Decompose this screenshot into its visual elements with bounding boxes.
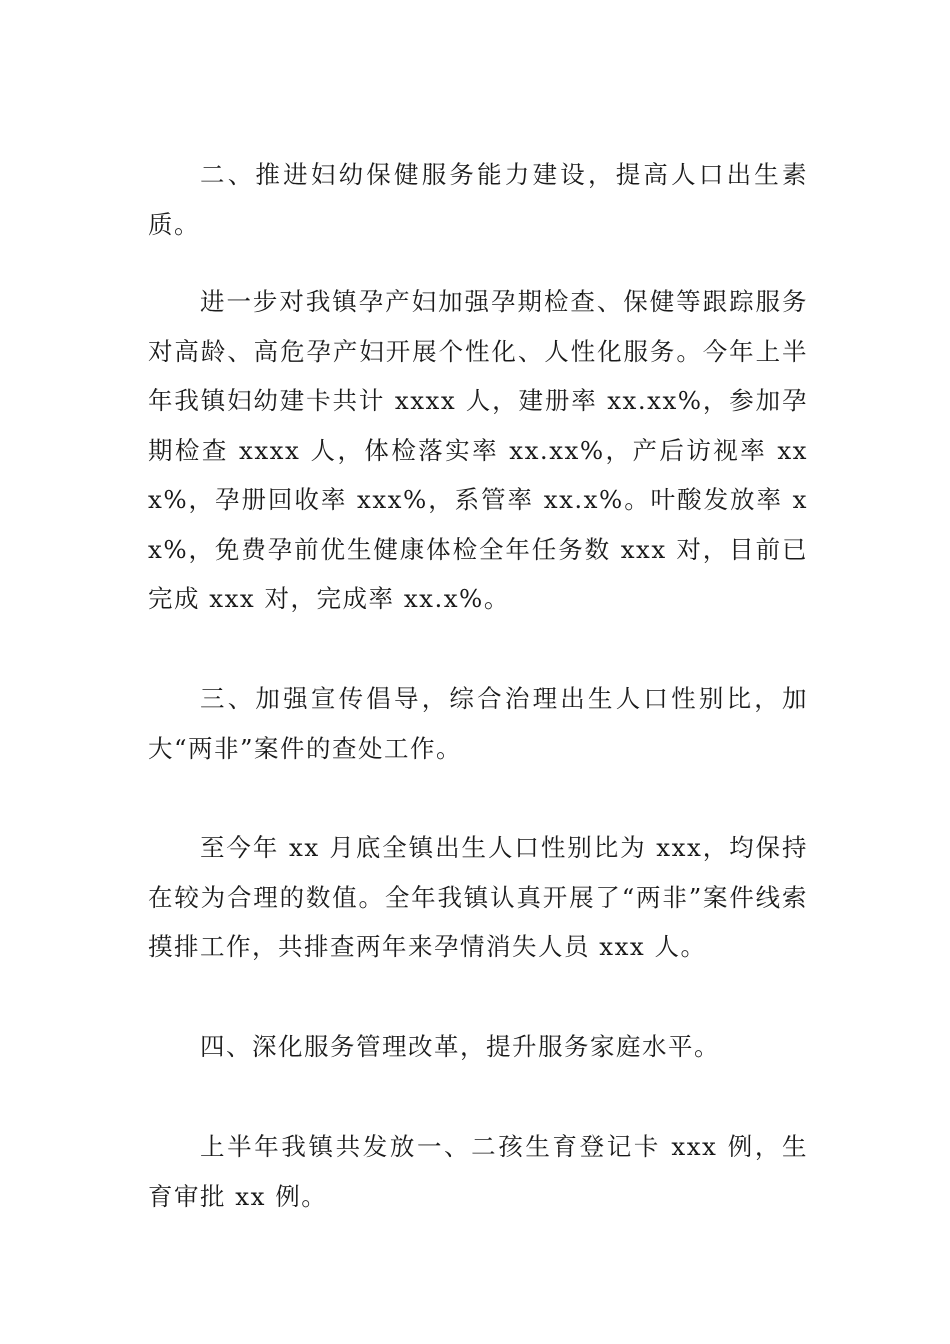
section-heading-2: 二、推进妇幼保健服务能力建设，提高人口出生素质。 (148, 160, 808, 239)
body-paragraph-maternal-care: 进一步对我镇孕产妇加强孕期检查、保健等跟踪服务对高龄、高危孕产妇开展个性化、人性化服务。今年上半年我镇妇幼建卡共计 xxxx 人，建册率 xx.xx%，参加孕期检查 xxxx 人，体检落实率 xx.xx%，产后访视率 xxx%，孕册回收率 xxx%，系管率 xx.x%。叶酸发放率 xx%，免费孕前优生健康体检全年任务数 xxx 对，目前已完成 xxx 对，完成率 xx.x%。 (148, 287, 808, 613)
section-heading-3: 三、加强宣传倡导，综合治理出生人口性别比，加大“两非”案件的查处工作。 (148, 684, 808, 763)
body-paragraph-sex-ratio: 至今年 xx 月底全镇出生人口性别比为 xxx，均保持在较为合理的数值。全年我镇认真开展了“两非”案件线索摸排工作，共排查两年来孕情消失人员 xxx 人。 (148, 833, 808, 961)
body-paragraph-birth-registration: 上半年我镇共发放一、二孩生育登记卡 xxx 例，生育审批 xx 例。 (148, 1132, 808, 1211)
section-heading-4: 四、深化服务管理改革，提升服务家庭水平。 (200, 1032, 720, 1061)
